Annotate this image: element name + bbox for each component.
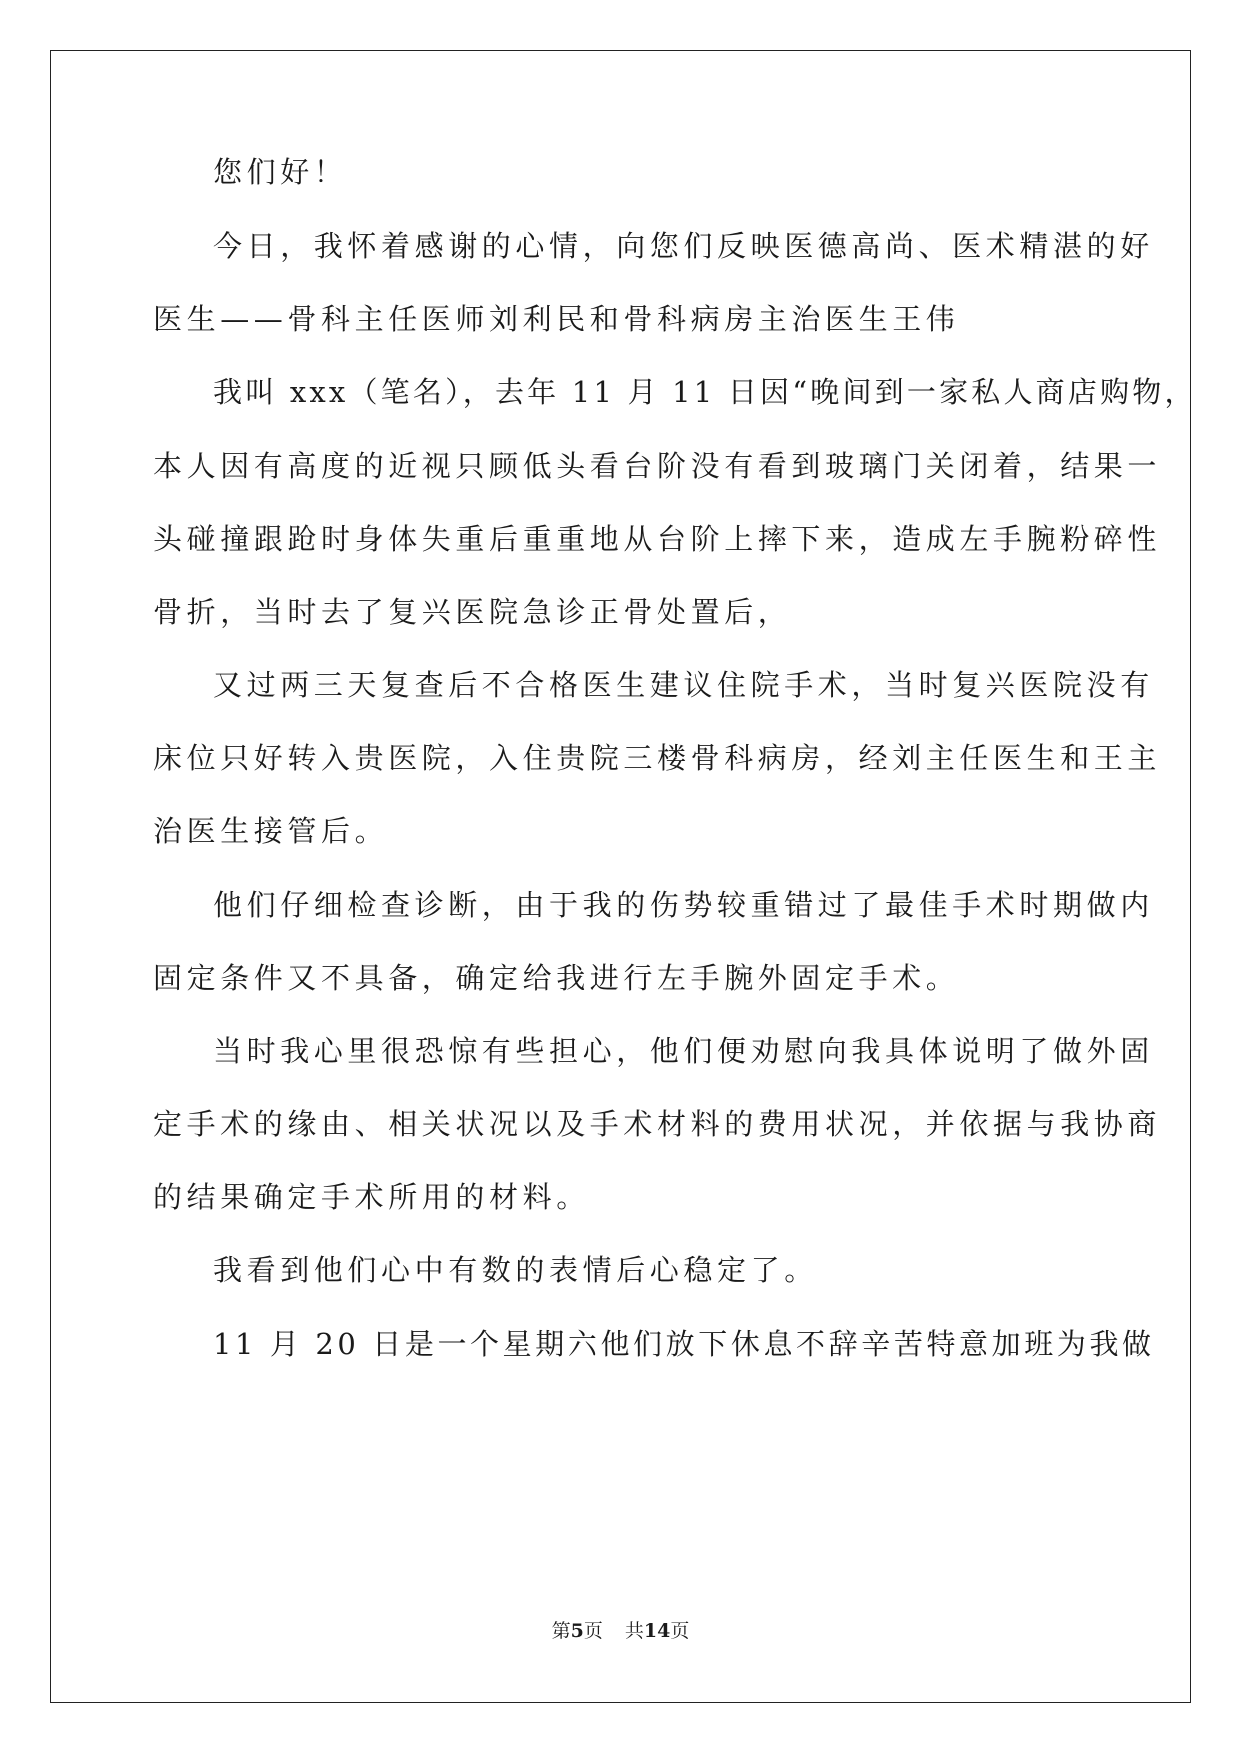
total-pages: 14 [643,1620,671,1642]
body-line: 我叫 xxx（笔名），去年 11 月 11 日因“晚间到一家私人商店购物， [213,375,1197,409]
salutation: 您们好！ [213,155,348,189]
body-line: 床位只好转入贵医院，入住贵院三楼骨科病房，经刘主任医生和王主 [153,741,1162,775]
body-line: 医生——骨科主任医师刘利民和骨科病房主治医生王伟 [153,302,960,336]
body-line: 我看到他们心中有数的表情后心稳定了。 [213,1253,818,1287]
body-line: 固定条件又不具备，确定给我进行左手腕外固定手术。 [153,961,960,995]
page-number: 5 [570,1620,584,1642]
total-suffix: 页 [670,1620,690,1642]
total-prefix: 共 [624,1620,644,1642]
body-line: 又过两三天复查后不合格医生建议住院手术，当时复兴医院没有 [213,668,1154,702]
page-border [50,50,1191,1703]
page-suffix: 页 [583,1620,603,1642]
body-line: 头碰撞跟跄时身体失重后重重地从台阶上摔下来，造成左手腕粉碎性 [153,522,1162,556]
body-line: 定手术的缘由、相关状况以及手术材料的费用状况，并依据与我协商 [153,1107,1162,1141]
body-line: 骨折，当时去了复兴医院急诊正骨处置后， [153,595,792,629]
page-footer [0,1619,1241,1643]
body-line: 他们仔细检查诊断，由于我的伤势较重错过了最佳手术时期做内 [213,888,1154,922]
body-line: 本人因有高度的近视只顾低头看台阶没有看到玻璃门关闭着，结果一 [153,449,1162,483]
body-line: 今日，我怀着感谢的心情，向您们反映医德高尚、医术精湛的好 [213,229,1154,263]
page-prefix: 第 [551,1620,571,1642]
body-line: 当时我心里很恐惊有些担心，他们便劝慰向我具体说明了做外固 [213,1034,1154,1068]
body-line: 治医生接管后。 [153,814,389,848]
body-line: 的结果确定手术所用的材料。 [153,1180,590,1214]
body-line: 11 月 20 日是一个星期六他们放下休息不辞辛苦特意加班为我做 [213,1327,1155,1361]
